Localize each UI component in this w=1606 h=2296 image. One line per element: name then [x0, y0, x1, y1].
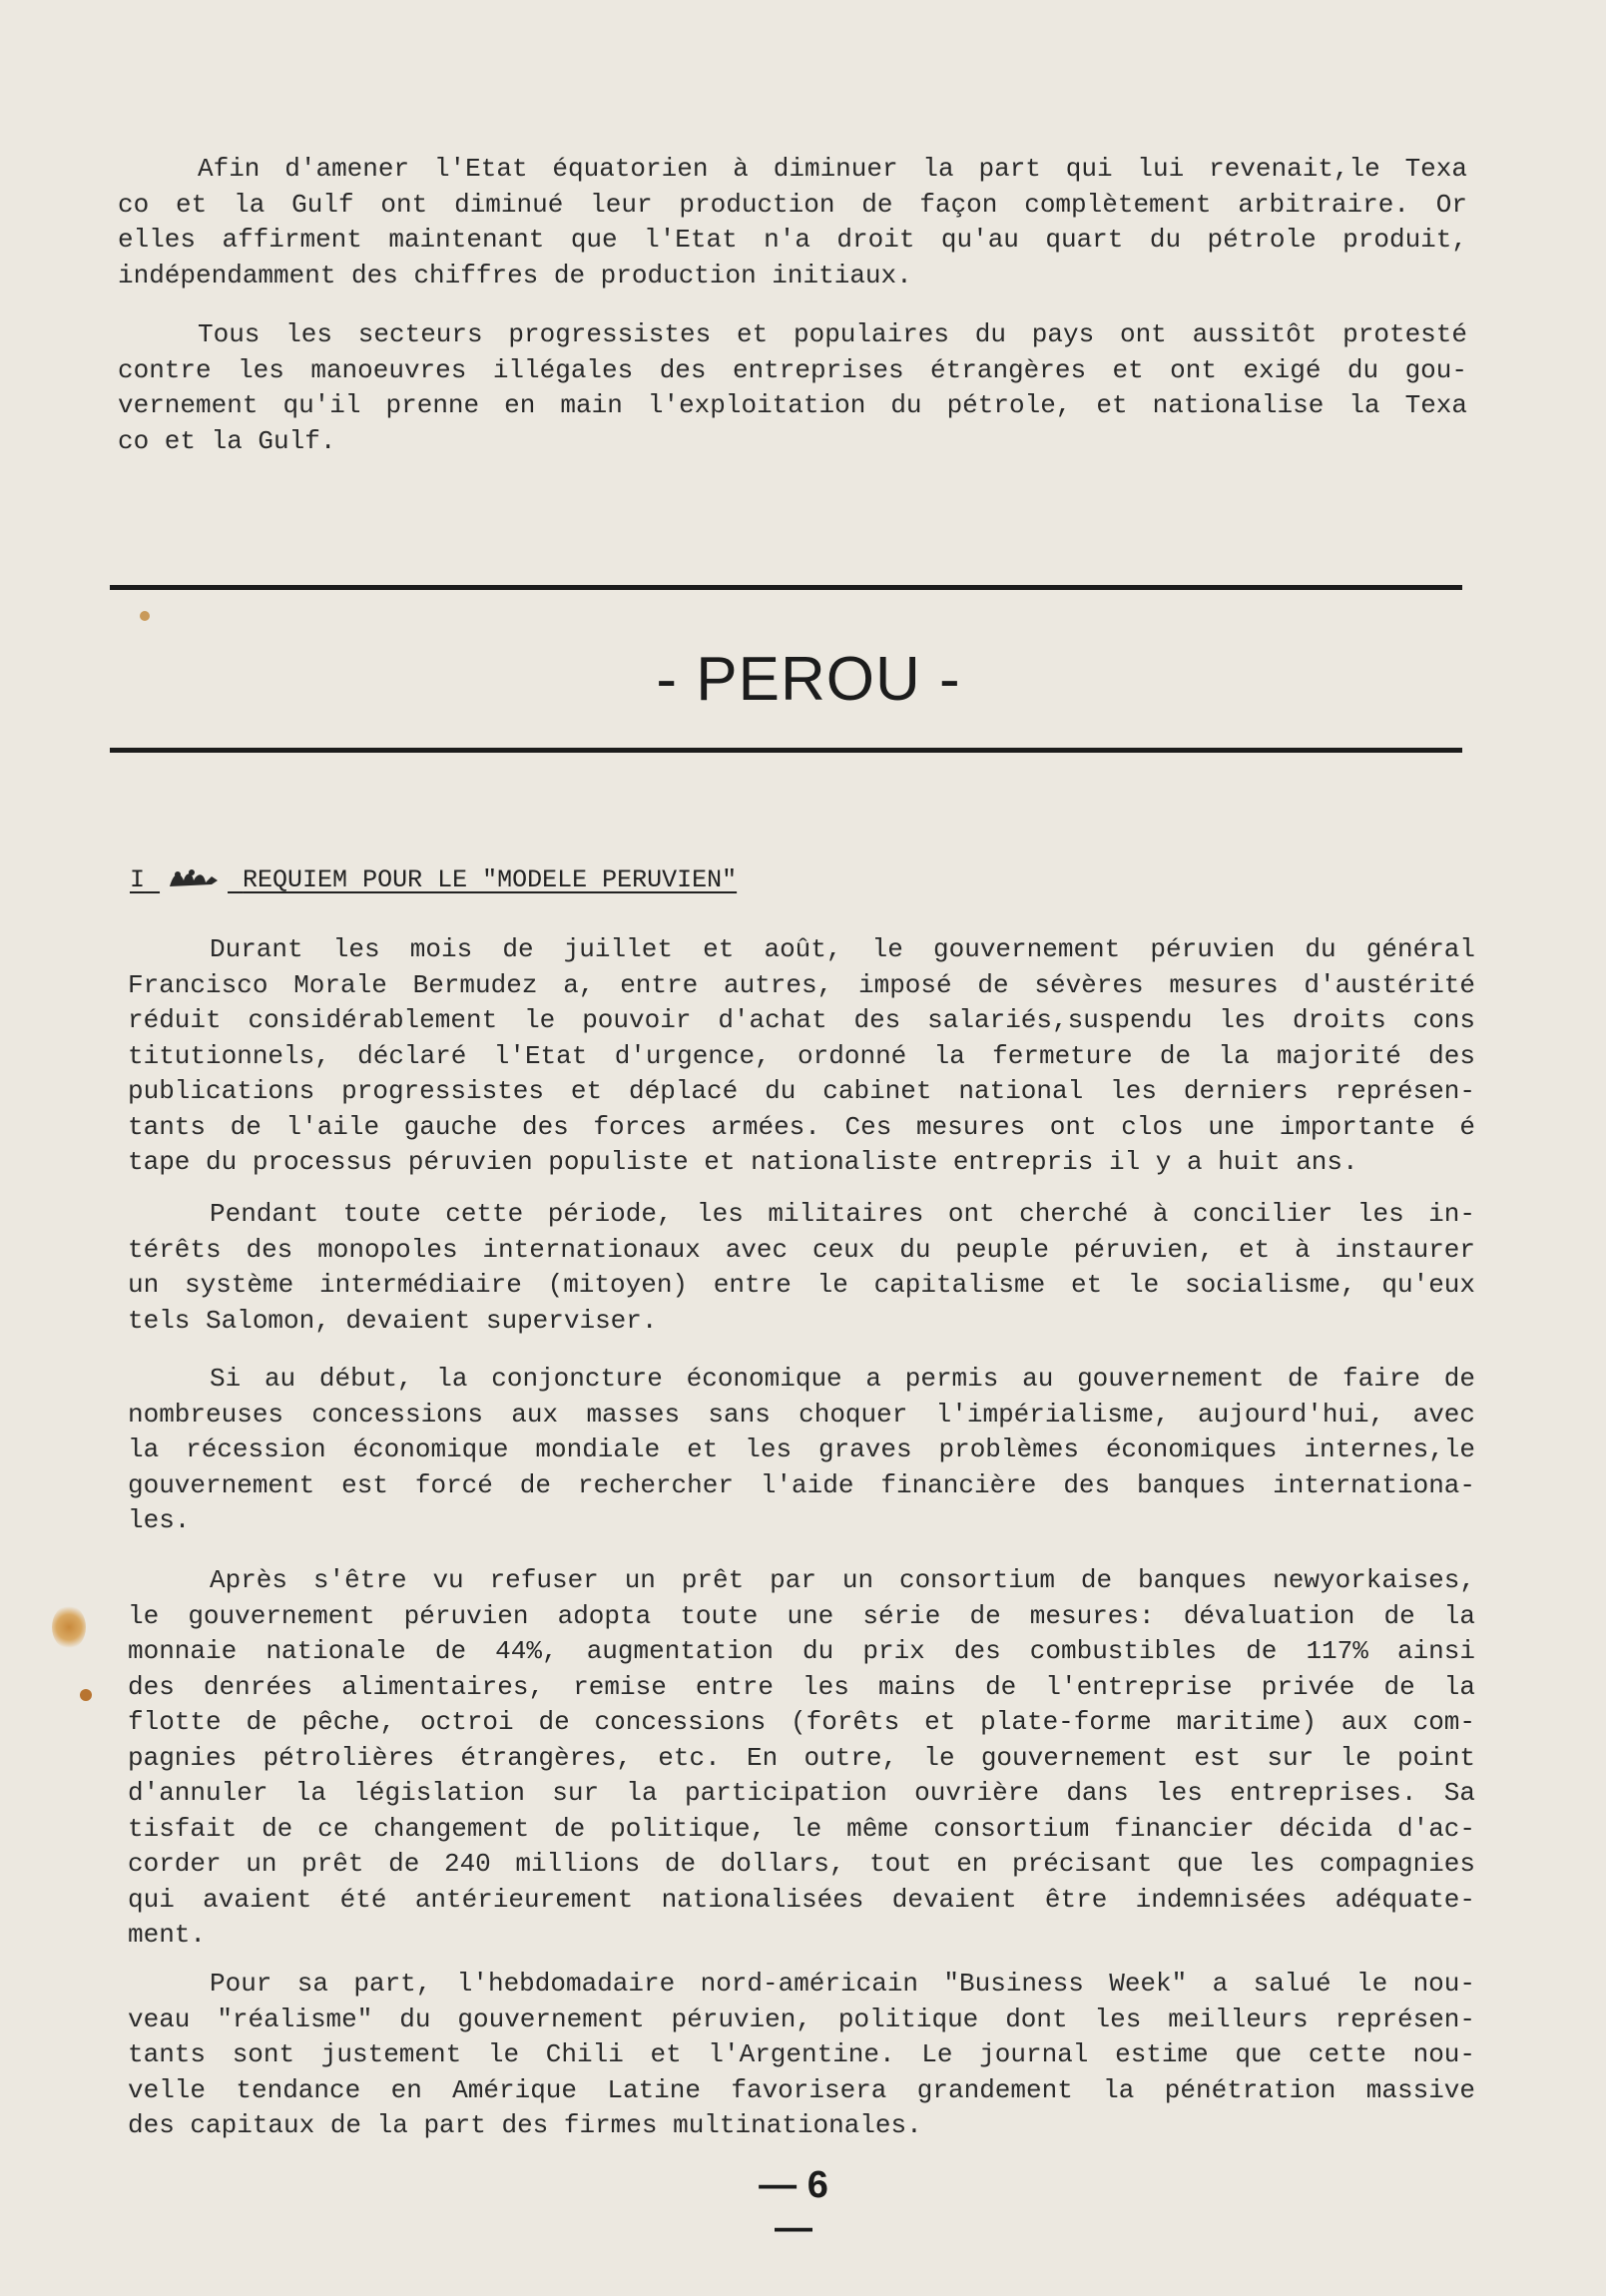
text-line: Tous les secteurs progressistes et populaires du pays ont aussitôt protesté — [198, 319, 1467, 349]
text-line: co et la Gulf ont diminué leur production de façon complètement arbitraire. Or — [118, 189, 1467, 220]
text-line: des capitaux de la part des firmes multinationales. — [128, 2110, 922, 2140]
heading-rule-top — [110, 585, 1462, 590]
text-line: un système intermédiaire (mitoyen) entre le capitalisme et le socialisme, qu'eux — [128, 1270, 1475, 1300]
text-line: Après s'être vu refuser un prêt par un consortium de banques newyorkaises, — [210, 1565, 1475, 1595]
text-line: tisfait de ce changement de politique, le même consortium financier décida d'ac- — [128, 1813, 1475, 1844]
text-line: elles affirment maintenant que l'Etat n'a droit qu'au quart du pétrole produit, — [118, 225, 1467, 255]
text-line: veau "réalisme" du gouvernement péruvien, politique dont les meilleurs représen- — [128, 2004, 1475, 2034]
intro-paragraph-2 — [118, 317, 1467, 459]
text-line: velle tendance en Amérique Latine favorisera grandement la pénétration massive — [128, 2074, 1475, 2105]
text-line: indépendamment des chiffres de production initiaux. — [118, 260, 912, 290]
text-line: Pendant toute cette période, les militaires ont cherché à concilier les in- — [210, 1199, 1475, 1229]
text-line: vernement qu'il prenne en main l'exploitation du pétrole, et nationalise la Texa — [118, 390, 1467, 420]
text-line: co et la Gulf. — [118, 425, 336, 456]
text-line: publications progressistes et déplacé du cabinet national les derniers représen- — [128, 1076, 1475, 1106]
text-line: d'annuler la législation sur la participation ouvrière dans les entreprises. Sa — [128, 1778, 1475, 1808]
text-line: contre les manoeuvres illégales des entreprises étrangères et ont exigé du gou- — [118, 354, 1467, 385]
text-line: corder un prêt de 240 millions de dollars, tout en précisant que les compagnies — [128, 1849, 1475, 1879]
body-paragraph-4 — [128, 1563, 1475, 1954]
text-line: gouvernement est forcé de rechercher l'aide financière des banques internationa- — [128, 1469, 1475, 1500]
text-line: Afin d'amener l'Etat équatorien à diminuer la part qui lui revenait,le Texa — [198, 154, 1467, 184]
section-numeral: I — [130, 865, 146, 894]
stain-mark — [80, 1689, 92, 1701]
section-heading: - PEROU - — [656, 645, 961, 714]
text-line: tants de l'aile gauche des forces armées. Ces mesures ont clos une importante é — [128, 1111, 1475, 1142]
text-line: Durant les mois de juillet et août, le gouvernement péruvien du général — [210, 934, 1475, 964]
heading-rule-bottom — [110, 748, 1462, 753]
text-line: les. — [128, 1505, 191, 1535]
page-number: — 6 — — [759, 2164, 828, 2249]
text-line: le gouvernement péruvien adopta toute une série de mesures: dévaluation de la — [128, 1600, 1475, 1631]
body-paragraph-2 — [128, 1197, 1475, 1339]
text-line: pagnies pétrolières étrangères, etc. En outre, le gouvernement est sur le point — [128, 1742, 1475, 1773]
text-line: tels Salomon, devaient superviser. — [128, 1305, 658, 1336]
text-line: ment. — [128, 1920, 207, 1950]
text-line: flotte de pêche, octroi de concessions (forêts et plate-forme maritime) aux com- — [128, 1707, 1475, 1737]
ornament-icon — [166, 866, 222, 892]
text-line: des denrées alimentaires, remise entre les mains de l'entreprise privée de la — [128, 1671, 1475, 1702]
stain-mark — [52, 1605, 86, 1649]
text-line: réduit considérablement le pouvoir d'achat des salariés,suspendu les droits cons — [128, 1005, 1475, 1035]
text-line: térêts des monopoles internationaux avec ceux du peuple péruvien, et à instaurer — [128, 1234, 1475, 1265]
text-line: Pour sa part, l'hebdomadaire nord-américain "Business Week" a salué le nou- — [210, 1969, 1475, 1999]
body-paragraph-5 — [128, 1967, 1475, 2144]
text-line: Si au début, la conjoncture économique a permis au gouvernement de faire de — [210, 1364, 1475, 1394]
section-title — [130, 865, 737, 894]
text-line: qui avaient été antérieurement nationalisées devaient être indemnisées adéquate- — [128, 1884, 1475, 1915]
section-title-text: REQUIEM POUR LE "MODELE PERUVIEN" — [243, 865, 738, 894]
text-line: monnaie nationale de 44%, augmentation du prix des combustibles de 117% ainsi — [128, 1636, 1475, 1666]
stain-mark — [140, 611, 150, 621]
body-paragraph-3 — [128, 1362, 1475, 1539]
text-line: Francisco Morale Bermudez a, entre autres, imposé de sévères mesures d'austérité — [128, 969, 1475, 1000]
text-line: nombreuses concessions aux masses sans choquer l'impérialisme, aujourd'hui, avec — [128, 1399, 1475, 1430]
body-paragraph-1 — [128, 932, 1475, 1181]
text-line: titutionnels, déclaré l'Etat d'urgence, ordonné la fermeture de la majorité des — [128, 1040, 1475, 1071]
text-line: la récession économique mondiale et les graves problèmes économiques internes,le — [128, 1435, 1475, 1464]
text-line: tants sont justement le Chili et l'Argentine. Le journal estime que cette nou- — [128, 2039, 1475, 2069]
intro-paragraph-1 — [118, 152, 1467, 293]
text-line: tape du processus péruvien populiste et nationaliste entrepris il y a huit ans. — [128, 1147, 1358, 1177]
